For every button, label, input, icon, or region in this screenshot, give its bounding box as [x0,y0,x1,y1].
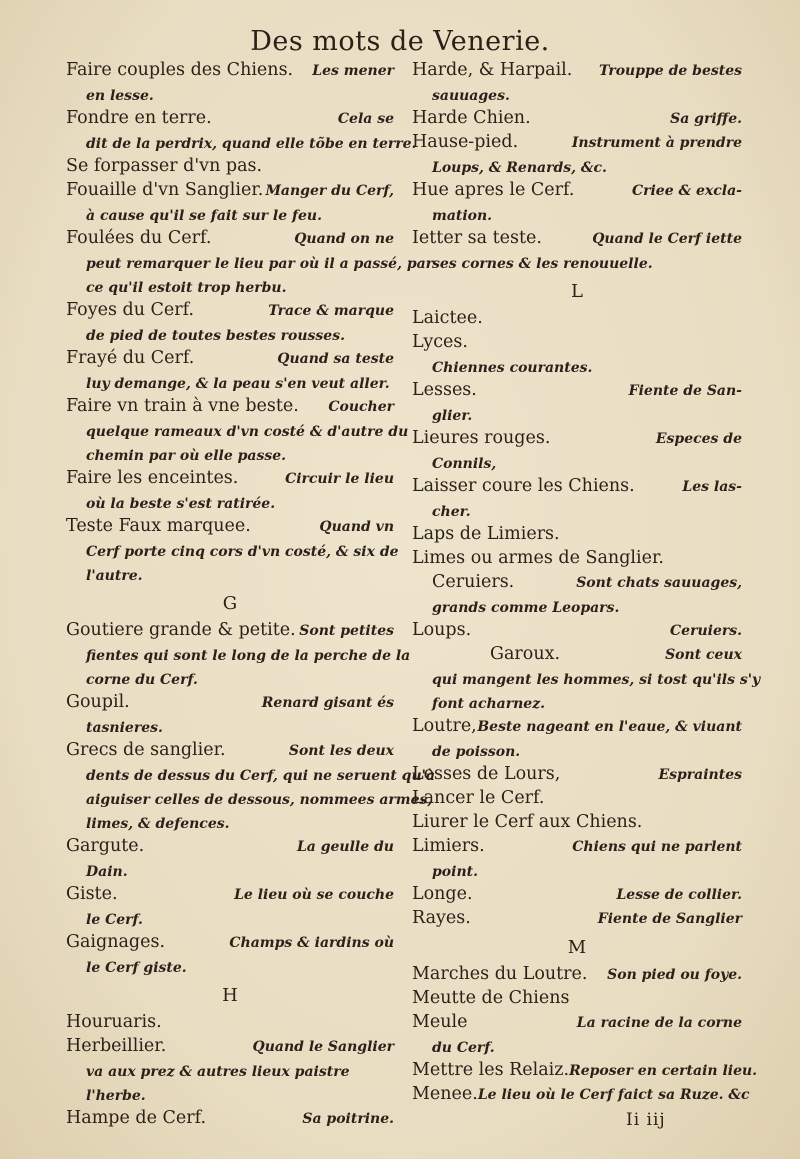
section-letter: H [222,985,238,1006]
entry-first-line [66,692,394,716]
entry-definition: Beste nageant en l'eaue, & viuant [477,719,742,735]
entry-first-line [412,644,742,668]
glossary-entry [412,428,742,476]
definition-continuation: aiguiser celles de dessous, nommees armes, [86,792,433,808]
entry-definition: Sa griffe. [670,111,742,127]
entry-subterm: Garoux. [490,644,561,664]
entry-definition: Champs & iardins où [229,935,394,951]
glossary-entry [412,620,742,644]
definition-continuation: où la beste s'est ratirée. [86,496,276,512]
glossary-entry [66,108,417,156]
entry-definition: Espraintes [658,767,742,783]
entry-term: Gargute. [66,836,145,856]
definition-continuation: l'autre. [86,568,143,584]
entry-definition: Quand on ne [294,231,394,247]
entry-first-line [66,180,394,204]
entry-term: Meule [412,1012,468,1032]
entry-term: Teste Faux marquee. [66,516,251,536]
definition-continuation: de pied de toutes bestes rousses. [86,328,345,344]
entry-definition: La geulle du [296,839,394,855]
entry-first-line [66,1012,394,1036]
entry-term: Loups. [412,620,472,640]
entry-first-line [412,788,742,812]
definition-continuation: glier. [432,408,473,424]
glossary-entry [66,1108,394,1132]
entry-first-line [66,396,394,420]
entry-definition: Son pied ou foye. [607,967,742,983]
entry-first-line [412,1084,750,1108]
entry-first-line [66,108,394,132]
entry-definition: Les las- [682,479,742,495]
entry-first-line [412,228,742,252]
entry-term: Foulées du Cerf. [66,228,212,248]
glossary-entry [412,108,742,132]
entry-definition: Le lieu où se couche [234,887,394,903]
entry-term: Foyes du Cerf. [66,300,195,320]
definition-continuation: Loups, & Renards, &c. [432,160,607,176]
definition-continuation: en lesse. [86,88,154,104]
glossary-entry [412,524,742,548]
entry-term: Frayé du Cerf. [66,348,195,368]
glossary-entry [66,156,394,180]
entry-first-line [412,380,742,404]
entry-term: Limes ou armes de Sanglier. [412,548,664,568]
entry-term: Houruaris. [66,1012,162,1032]
glossary-entry [66,228,434,300]
entry-term: Goutiere grande & petite. [66,620,296,640]
glossary-entry [412,60,742,108]
definition-continuation: tasnieres. [86,720,163,736]
definition-continuation: ce qu'il estoit trop herbu. [86,280,287,296]
entry-first-line [412,1012,742,1036]
glossary-entry [412,180,742,228]
glossary-entry [412,988,742,1012]
entry-definition: Les mener [312,63,394,79]
definition-continuation: du Cerf. [432,1040,495,1056]
signature-mark: Ii iij [626,1110,666,1130]
entry-definition: Trace & marque [268,303,394,319]
definition-continuation: dit de la perdrix, quand elle tõbe en terre. [86,136,417,152]
definition-continuation: peut remarquer le lieu par où il a passé, par [86,256,434,272]
entry-first-line [66,300,394,324]
glossary-entry [66,516,399,588]
entry-first-line [412,836,742,860]
entry-first-line [412,572,742,596]
entry-first-line [412,180,742,204]
entry-term: Lieures rouges. [412,428,551,448]
entry-definition: Instrument à prendre [571,135,742,151]
entry-term: Se forpasser d'vn pas. [66,156,263,176]
entry-first-line [412,908,742,932]
definition-continuation: dents de dessus du Cerf, qui ne seruent qu'à [86,768,436,784]
entry-first-line [412,476,742,500]
glossary-entry [66,884,394,932]
entry-first-line [412,332,742,356]
entry-definition: Sont les deux [288,743,394,759]
entry-definition: Circuir le lieu [285,471,394,487]
glossary-entry [412,964,742,988]
glossary-entry [66,836,394,884]
entry-definition: Lesse de collier. [616,887,742,903]
entry-term: Herbeillier. [66,1036,167,1056]
glossary-entry [412,908,742,932]
page-title: Des mots de Venerie. [250,26,550,57]
definition-continuation: point. [432,864,478,880]
glossary-entry [66,1036,394,1108]
entry-definition: Cela se [337,111,394,127]
entry-definition: Quand vn [319,519,394,535]
definition-continuation: luy demange, & la peau s'en veut aller. [86,376,390,392]
entry-definition: Reposer en certain lieu. [569,1063,758,1079]
entry-definition: Trouppe de bestes [598,63,742,79]
definition-continuation: le Cerf giste. [86,960,187,976]
entry-first-line [412,60,742,84]
entry-term: Goupil. [66,692,130,712]
entry-term: Liurer le Cerf aux Chiens. [412,812,643,832]
glossary-entry [412,788,742,812]
entry-first-line [66,1036,394,1060]
entry-first-line [66,228,394,252]
entry-first-line [412,428,742,452]
glossary-entry [412,132,742,180]
glossary-entry [66,620,411,692]
entry-first-line [66,348,394,372]
definition-continuation: quelque rameaux d'vn costé & d'autre du [86,424,409,440]
entry-first-line [412,108,742,132]
entry-first-line [66,740,394,764]
entry-definition: La racine de la corne [576,1015,742,1031]
entry-definition: Fiente de Sanglier [597,911,742,927]
glossary-entry [412,764,742,788]
section-letter: M [567,937,587,958]
entry-term: Faire les enceintes. [66,468,239,488]
entry-first-line [412,884,742,908]
glossary-entry [412,836,742,884]
definition-continuation: cher. [432,504,471,520]
entry-term: Laisser coure les Chiens. [412,476,635,496]
entry-first-line [66,932,394,956]
entry-first-line [66,516,394,540]
glossary-entry [412,1060,758,1084]
definition-continuation: fientes qui sont le long de la perche de la [86,648,411,664]
entry-first-line [412,524,742,548]
glossary-entry [66,932,394,980]
entry-term: Faire vn train à vne beste. [66,396,299,416]
entry-definition: Criee & excla- [631,183,742,199]
glossary-entry [412,476,742,524]
definition-continuation: va aux prez & autres lieux paistre [86,1064,350,1080]
definition-continuation: Cerf porte cinq cors d'vn costé, & six de [86,544,399,560]
glossary-entry [412,572,742,620]
entry-term: Longe. [412,884,473,904]
entry-first-line [66,620,394,644]
entry-definition: Quand le Sanglier [252,1039,394,1055]
glossary-entry [412,380,742,428]
entry-definition: Especes de [655,431,742,447]
entry-first-line [66,836,394,860]
entry-first-line [66,468,394,492]
definition-continuation: Chiennes courantes. [432,360,593,376]
glossary-entry [412,1012,742,1060]
entry-term: Harde, & Harpail. [412,60,573,80]
entry-first-line [412,812,742,836]
entry-term: Limiers. [412,836,485,856]
entry-term: Lyces. [412,332,468,352]
glossary-entry [66,396,409,468]
entry-definition: Sont ceux [665,647,742,663]
entry-first-line [66,884,394,908]
definition-continuation: Connils, [432,456,497,472]
glossary-entry [66,60,394,108]
entry-term: Fondre en terre. [66,108,212,128]
entry-term: Ietter sa teste. [412,228,542,248]
entry-term: Loutre, [412,716,477,736]
entry-term: Grecs de sanglier. [66,740,226,760]
glossary-entry [412,228,742,276]
entry-term: Gaignages. [66,932,166,952]
entry-definition: Le lieu où le Cerf faict sa Ruze. &c [477,1087,750,1103]
entry-term: Hue apres le Cerf. [412,180,575,200]
definition-continuation: limes, & defences. [86,816,230,832]
entry-first-line [412,132,742,156]
section-letter: G [222,593,238,614]
definition-continuation: à cause qu'il se fait sur le feu. [86,208,322,224]
definition-continuation: Dain. [86,864,128,880]
entry-term: Marches du Loutre. [412,964,588,984]
glossary-entry [66,300,394,348]
definition-continuation: chemin par où elle passe. [86,448,287,464]
entry-term: Rayes. [412,908,471,928]
glossary-entry [412,548,742,572]
glossary-entry [412,884,742,908]
glossary-entry [412,1084,750,1108]
definition-continuation: l'herbe. [86,1088,146,1104]
entry-first-line [412,716,742,740]
entry-term: Lesses. [412,380,477,400]
entry-definition: Fiente de San- [628,383,742,399]
glossary-entry [66,180,394,228]
entry-term: Laictee. [412,308,483,328]
entry-term: Laps de Limiers. [412,524,560,544]
entry-definition: Sont chats sauuages, [576,575,742,591]
entry-first-line [412,988,742,1012]
entry-definition: Coucher [328,399,394,415]
entry-first-line [66,60,394,84]
entry-first-line [412,764,742,788]
entry-first-line [412,548,742,572]
right-column [412,60,761,1108]
entry-first-line [412,1060,758,1084]
glossary-entry [66,740,436,836]
entry-first-line [66,1108,394,1132]
entry-definition: Sont petites [299,623,394,639]
entry-term: Menee. [412,1084,478,1104]
entry-term: Faire couples des Chiens. [66,60,294,80]
definition-continuation: font acharnez. [432,696,546,712]
definition-continuation: mation. [432,208,493,224]
entry-definition: Quand sa teste [277,351,394,367]
entry-definition: Chiens qui ne parlent [572,839,742,855]
glossary-entry [412,332,742,380]
entry-definition: Quand le Cerf iette [592,231,742,247]
glossary-entry [412,644,761,716]
entry-term: Fouaille d'vn Sanglier. [66,180,264,200]
glossary-entry [412,716,742,764]
glossary-entry [66,468,394,516]
definition-continuation: ses cornes & les renouuelle. [432,256,653,272]
entry-subterm: Ceruiers. [432,572,515,592]
definition-continuation: corne du Cerf. [86,672,198,688]
entry-definition: Ceruiers. [670,623,742,639]
entry-term: Mettre les Relaiz. [412,1060,570,1080]
entry-definition: Sa poitrine. [302,1111,394,1127]
entry-definition: Renard gisant és [261,695,394,711]
entry-first-line [412,964,742,988]
glossary-entry [66,692,394,740]
definition-continuation: grands comme Leopars. [432,600,620,616]
definition-continuation: qui mangent les hommes, si tost qu'ils s'y [432,672,761,688]
entry-first-line [412,308,742,332]
entry-definition: Manger du Cerf, [265,183,394,199]
entry-term: Lancer le Cerf. [412,788,545,808]
glossary-entry [412,812,742,836]
section-letter: L [571,281,583,302]
entry-term: Meutte de Chiens [412,988,570,1008]
definition-continuation: le Cerf. [86,912,143,928]
entry-term: Hause-pied. [412,132,519,152]
left-column [66,60,436,1132]
definition-continuation: de poisson. [432,744,521,760]
definition-continuation: sauuages. [432,88,510,104]
glossary-entry [66,1012,394,1036]
entry-term: Lesses de Lours, [412,764,561,784]
entry-first-line [66,156,394,180]
entry-term: Giste. [66,884,118,904]
entry-term: Harde Chien. [412,108,531,128]
entry-first-line [412,620,742,644]
glossary-entry [412,308,742,332]
glossary-entry [66,348,394,396]
entry-term: Hampe de Cerf. [66,1108,207,1128]
